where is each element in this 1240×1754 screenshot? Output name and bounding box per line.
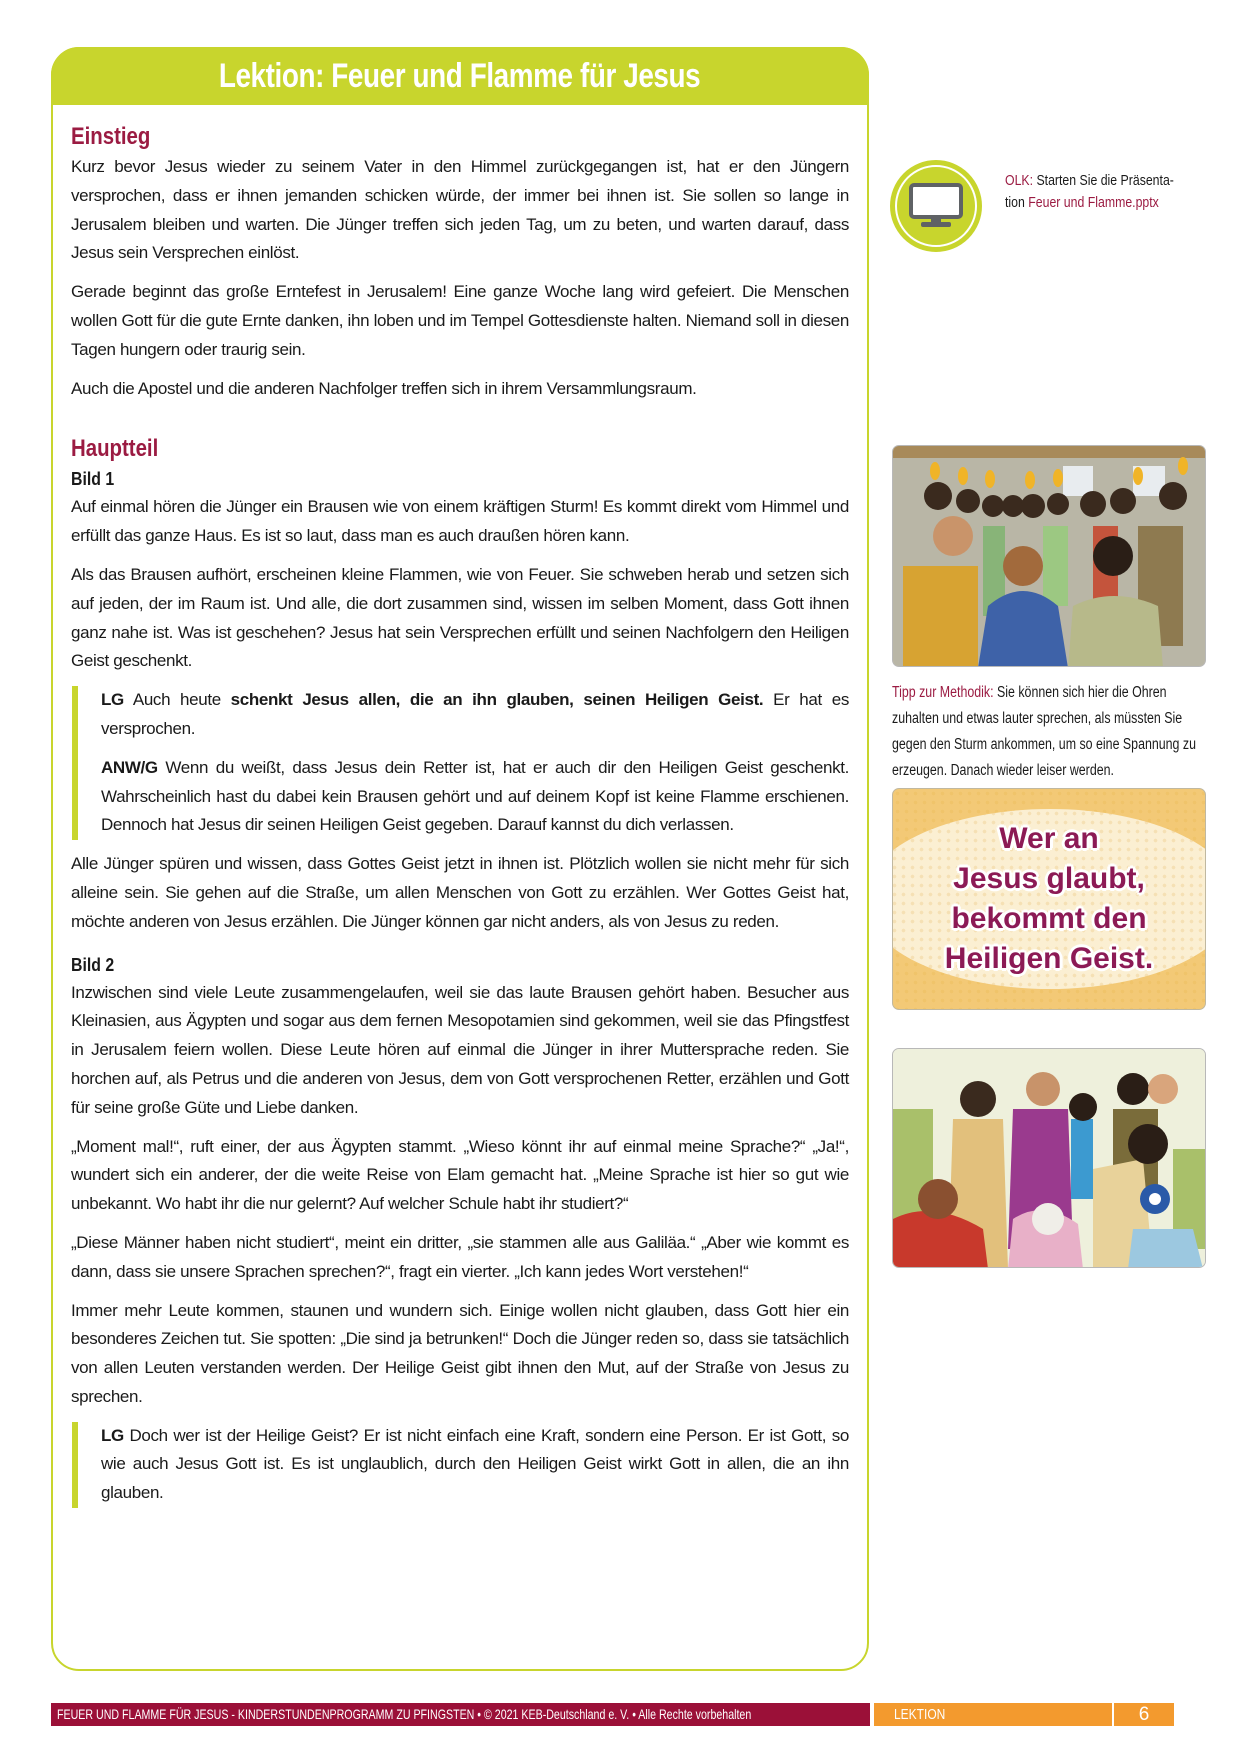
- memory-verse-card: [892, 788, 1206, 1010]
- memory-verse-line: Jesus glaubt,: [953, 862, 1145, 895]
- section-heading-hauptteil: Hauptteil: [71, 435, 159, 463]
- note-lg: [101, 1422, 849, 1508]
- lesson-box: [51, 47, 869, 1671]
- paragraph: Alle Jünger spüren und wissen, dass Gottes Geist jetzt in ihnen ist. Plötzlich wollen sie nicht mehr für sich alleine sein. Sie gehen auf die Straße, um allen Menschen von Gott zu erzählen. Wer Gottes Geist hat, möchte anderen von Jesus erzählen. Die Jünger können gar nicht anders, als von Jesus zu reden.: [71, 854, 849, 931]
- note-text: Doch wer ist der Heilige Geist? Er ist nicht einfach eine Kraft, sondern eine Person. Er ist Gott, so wie auch Jesus Gott ist. Es ist unglaublich, durch den Heiligen Geist wirkt Gott in allen, die an ihn glauben.: [101, 1425, 849, 1503]
- page-title: Lektion: Feuer und Flamme für Jesus: [219, 56, 701, 95]
- illustration-bild-2: [892, 1048, 1206, 1268]
- memory-verse-line: bekommt den: [951, 902, 1147, 935]
- note-text: Auch heute: [123, 690, 231, 710]
- method-tip: [892, 680, 1196, 784]
- presentation-file-link[interactable]: Feuer und Flamme.pptx: [1028, 194, 1159, 211]
- paragraph: Gerade beginnt das große Erntefest in Jerusalem! Eine ganze Woche lang wird gefeiert. Die Menschen wollen Gott für die gute Ernte danken, ihn loben und im Tempel Gottesdienste halten. Niemand soll in diesen Tagen hungern oder traurig sein.: [71, 282, 849, 359]
- olk-label: OLK:: [1005, 172, 1034, 189]
- tip-body: Sie können sich hier die Ohren zuhalten und etwas lauter sprechen, als müssten Sie gegen den Sturm ankommen, um so eine Spannung zu erzeugen. Danach wieder leiser werden.: [892, 684, 1196, 779]
- note-anwg: [101, 754, 849, 840]
- olk-text: [1005, 170, 1174, 214]
- lesson-content: [71, 121, 849, 1518]
- olk-instruction: Starten Sie die Präsenta-: [1033, 172, 1174, 189]
- bild-heading-1: Bild 1: [71, 469, 115, 490]
- title-bar: [51, 47, 869, 105]
- note-text: Er hat es versprochen.: [101, 690, 849, 738]
- section-heading-einstieg: Einstieg: [71, 123, 151, 150]
- memory-verse-line: Wer an: [999, 822, 1099, 855]
- note-lg: [101, 686, 849, 744]
- illustration-bild-1: [892, 445, 1206, 667]
- footer-copyright-text: FEUER UND FLAMME FÜR JESUS - KINDERSTUNDENPROGRAMM ZU PFINGSTEN • © 2021 KEB-Deutschland e. V. • Alle Rechte vorbehalten: [57, 1706, 752, 1722]
- page-footer: [51, 1703, 1177, 1726]
- tip-label: Tipp zur Methodik:: [892, 684, 994, 701]
- footer-section: [874, 1703, 1112, 1726]
- paragraph: Inzwischen sind viele Leute zusammengelaufen, weil sie das laute Brausen gehört haben. Besucher aus Kleinasien, aus Ägypten und sogar aus dem fernen Mesopotamien sind gekommen, weil sie das Pfingstfest in Jerusalem feiern wollen. Diese Leute hören auf einmal die Jünger in ihrer Muttersprache reden. Sie horchen auf, als Petrus und die anderen von Jesus, dem von Gott versprochenen Retter, erzählen und Gott für seine große Güte und Liebe danken.: [71, 982, 849, 1117]
- note-label-lg: LG: [101, 1425, 124, 1445]
- tip-text: [892, 680, 1196, 784]
- monitor-icon: [890, 160, 982, 252]
- paragraph: „Diese Männer haben nicht studiert“, meint ein dritter, „sie stammen alle aus Galiläa.“ „Aber wie kommt es dann, dass sie unsere Sprachen sprechen?“, fragt ein vierter. „Ich kann jedes Wort verstehen!“: [71, 1232, 849, 1281]
- olk-hint: [890, 160, 1230, 260]
- paragraph: Als das Brausen aufhört, erscheinen kleine Flammen, wie von Feuer. Sie schweben herab und setzen sich auf jeden, der im Raum ist. Und alle, die dort zusammen sind, wissen im selben Moment, dass Gott ihnen ganz nahe ist. Was ist geschehen? Jesus hat sein Versprechen erfüllt und seinen Nachfolgern den Heiligen Geist geschenkt.: [71, 564, 849, 671]
- note-label-anwg: ANW/G: [101, 757, 158, 777]
- note-emphasis: schenkt Jesus allen, die an ihn glauben, seinen Heiligen Geist.: [230, 690, 764, 710]
- memory-verse-line: Heiligen Geist.: [944, 942, 1154, 975]
- footer-section-label: LEKTION: [894, 1706, 946, 1723]
- paragraph: Auf einmal hören die Jünger ein Brausen wie von einem kräftigen Sturm! Es kommt direkt vom Himmel und erfüllt das ganze Haus. Es ist so laut, dass man es auch draußen hören kann.: [71, 497, 849, 546]
- teacher-note: [72, 686, 849, 840]
- page-number: 6: [1114, 1703, 1174, 1726]
- memory-verse-text: [893, 819, 1205, 979]
- olk-instruction-cont: tion: [1005, 194, 1029, 211]
- teacher-note: [72, 1422, 849, 1508]
- note-label-lg: LG: [101, 690, 124, 710]
- paragraph: Kurz bevor Jesus wieder zu seinem Vater in den Himmel zurückgegangen ist, hat er den Jüngern versprochen, dass er ihnen jemanden schicken würde, der immer bei ihnen ist. Sie sollen so lange in Jerusalem bleiben und warten. Die Jünger treffen sich jeden Tag, um zu beten, und warten darauf, dass Jesus sein Versprechen einlöst.: [71, 157, 849, 263]
- paragraph: „Moment mal!“, ruft einer, der aus Ägypten stammt. „Wieso könnt ihr auf einmal meine Sprache?“ „Ja!“, wundert sich ein anderer, der die weite Reise von Elam gemacht hat. „Meine Sprache ist hier so gut wie unbekannt. Wo habt ihr die nur gelernt? Auf welcher Schule habt ihr studiert?“: [71, 1136, 849, 1214]
- note-text: Wenn du weißt, dass Jesus dein Retter ist, hat er auch dir den Heiligen Geist geschenkt. Wahrscheinlich hast du dabei kein Brausen gehört und auf deinem Kopf ist keine Flamme erschienen. Dennoch hat Jesus dir seinen Heiligen Geist gegeben. Darauf kannst du dich verlassen.: [101, 757, 849, 835]
- paragraph: Auch die Apostel und die anderen Nachfolger treffen sich in ihrem Versammlungsraum.: [71, 378, 697, 398]
- bild-heading-2: Bild 2: [71, 954, 115, 975]
- footer-copyright: [51, 1703, 870, 1726]
- paragraph: Immer mehr Leute kommen, staunen und wundern sich. Einige wollen nicht glauben, dass Gott hier ein besonderes Zeichen tut. Sie spotten: „Die sind ja betrunken!“ Doch die Jünger reden so, dass sie tatsächlich von allen Leuten verstanden werden. Der Heilige Geist gibt ihnen den Mut, auf der Straße von Jesus zu sprechen.: [71, 1300, 849, 1406]
